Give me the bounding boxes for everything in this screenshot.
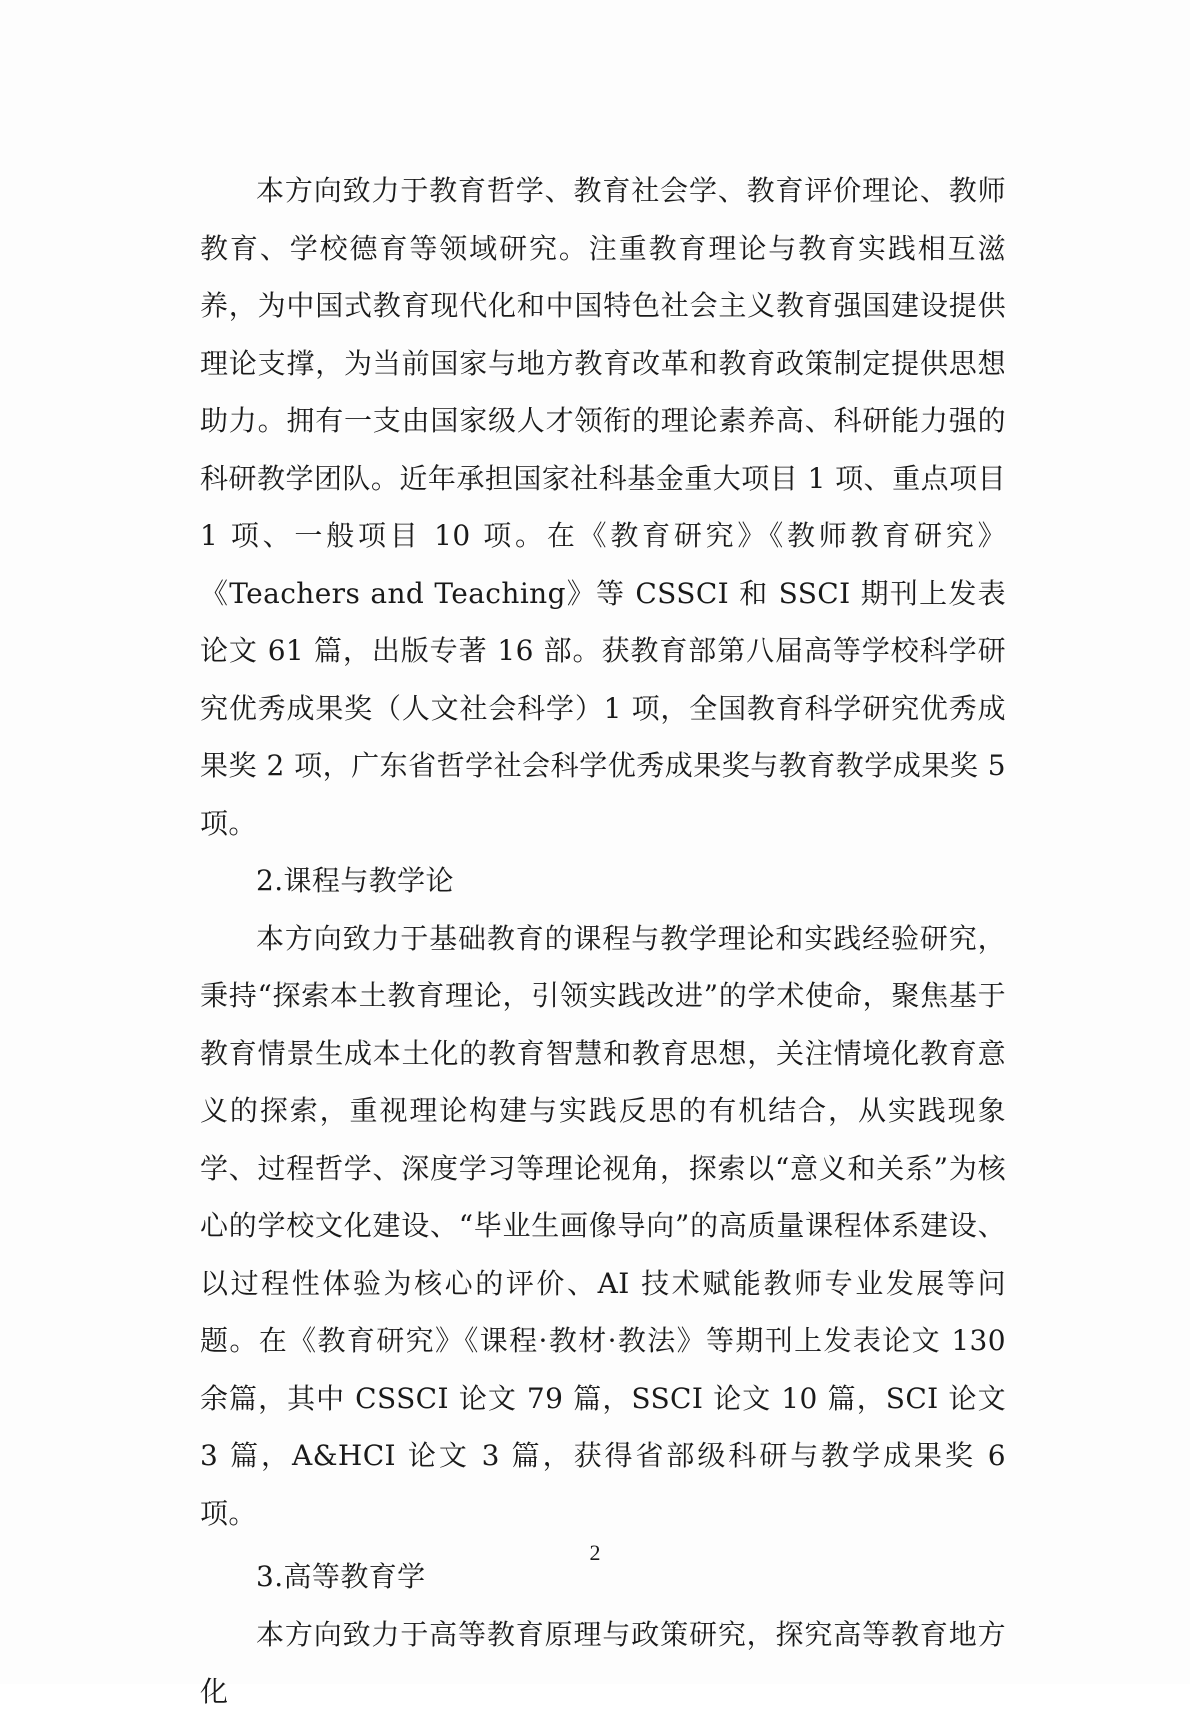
- paragraph-education-foundations: 本方向致力于教育哲学、教育社会学、教育评价理论、教师教育、学校德育等领域研究。注重教育理论与教育实践相互滋养，为中国式教育现代化和中国特色社会主义教育强国建设提供理论支撑，为当前国家与地方教育改革和教育政策制定提供思想助力。拥有一支由国家级人才领衔的理论素养高、科研能力强的科研教学团队。近年承担国家社科基金重大项目 1 项、重点项目 1 项、一般项目 10 项。在《教育研究》《教师教育研究》《Teachers and Teaching》等 CSSCI 和 SSCI 期刊上发表论文 61 篇，出版专著 16 部。获教育部第八届高等学校科学研究优秀成果奖（人文社会科学）1 项，全国教育科学研究优秀成果奖 2 项，广东省哲学社会科学优秀成果奖与教育教学成果奖 5 项。: [200, 174, 1006, 840]
- paragraph-higher-education: 本方向致力于高等教育原理与政策研究，探究高等教育地方化: [200, 1617, 1006, 1708]
- page-number: 2: [589, 1540, 601, 1565]
- paragraph-curriculum-instruction: 本方向致力于基础教育的课程与教学理论和实践经验研究，秉持“探索本土教育理论，引领实践改进”的学术使命，聚焦基于教育情景生成本土化的教育智慧和教育思想，关注情境化教育意义的探索，重视理论构建与实践反思的有机结合，从实践现象学、过程哲学、深度学习等理论视角，探索以“意义和关系”为核心的学校文化建设、“毕业生画像导向”的高质量课程体系建设、以过程性体验为核心的评价、AI 技术赋能教师专业发展等问题。在《教育研究》《课程·教材·教法》等期刊上发表论文 130 余篇，其中 CSSCI 论文 79 篇，SSCI 论文 10 篇，SCI 论文 3 篇，A&HCI 论文 3 篇，获得省部级科研与教学成果奖 6 项。: [200, 921, 1006, 1530]
- document-body: [200, 162, 1006, 1721]
- section-heading-curriculum: 2.课程与教学论: [256, 864, 454, 897]
- section-heading-higher-education: 3.高等教育学: [256, 1560, 426, 1593]
